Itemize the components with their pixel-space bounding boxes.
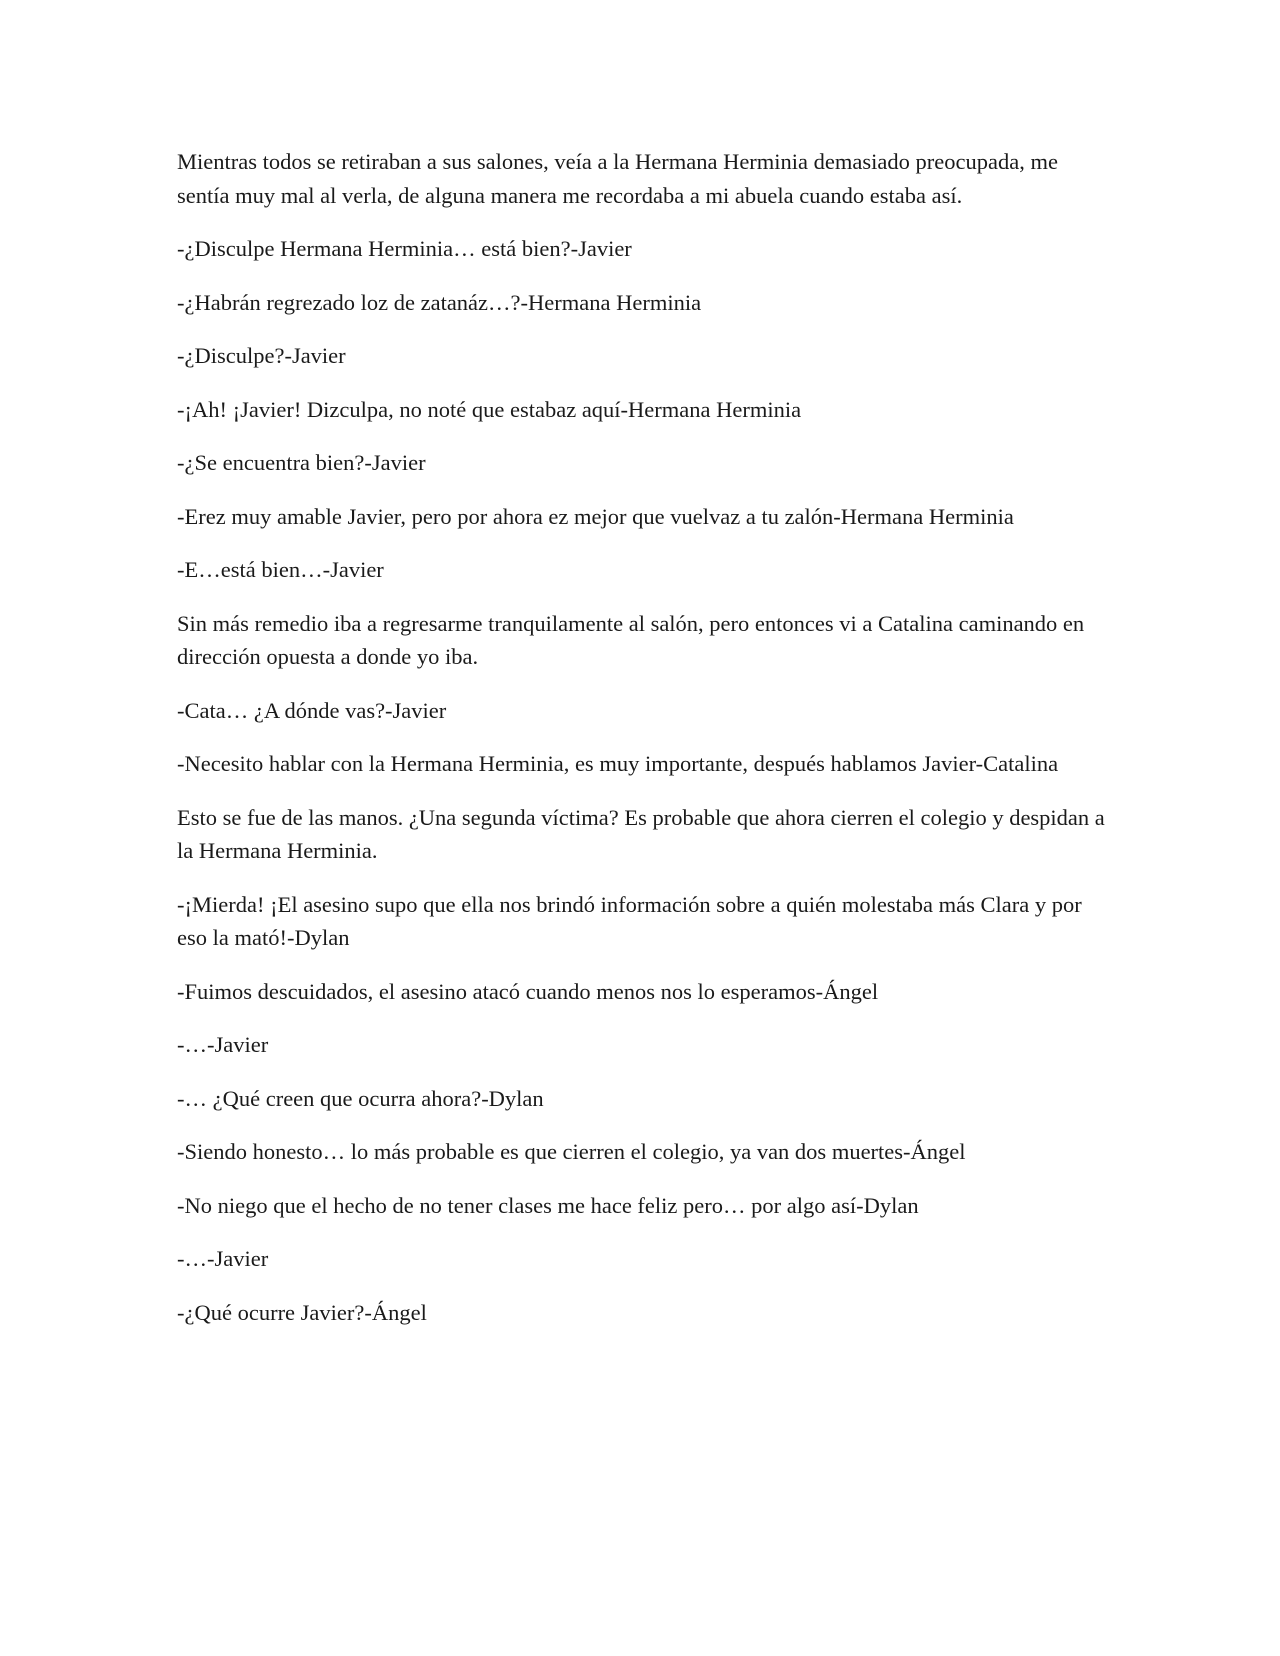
paragraph-dialogue-javier-4: -E…está bien…-Javier xyxy=(177,557,384,582)
paragraph-narration-2: Sin más remedio iba a regresarme tranquilamente al salón, pero entonces vi a Catalina caminando en dirección opuesta a donde yo iba. xyxy=(177,610,1085,669)
paragraph-dialogue-dylan-3: -No niego que el hecho de no tener clases me hace feliz pero… por algo así-Dylan xyxy=(177,1192,919,1218)
paragraph-dialogue-angel-3: -¿Qué ocurre Javier?-Ángel xyxy=(177,1299,427,1325)
paragraph-dialogue-javier-3: -¿Se encuentra bien?-Javier xyxy=(177,450,426,475)
paragraph-dialogue-dylan-2: -… ¿Qué creen que ocurra ahora?-Dylan xyxy=(177,1085,544,1111)
paragraph-dialogue-angel-2: -Siendo honesto… lo más probable es que cierren el colegio, ya van dos muertes-Ángel xyxy=(177,1139,966,1164)
paragraph-dialogue-herminia-2: -¡Ah! ¡Javier! Dizculpa, no noté que estabaz aquí-Hermana Herminia xyxy=(177,396,802,422)
paragraph-dialogue-herminia-3: -Erez muy amable Javier, pero por ahora ez mejor que vuelvaz a tu zalón-Hermana Herminia xyxy=(177,503,1014,529)
document-body xyxy=(177,145,1107,1349)
paragraph-dialogue-javier-6: -…-Javier xyxy=(177,1032,269,1057)
paragraph-dialogue-javier-5: -Cata… ¿A dónde vas?-Javier xyxy=(177,697,447,723)
paragraph-narration-1: Mientras todos se retiraban a sus salones, veía a la Hermana Herminia demasiado preocupada, me sentía muy mal al verla, de alguna manera me recordaba a mi abuela cuando estaba así. xyxy=(177,149,1058,208)
paragraph-dialogue-dylan-1: -¡Mierda! ¡El asesino supo que ella nos brindó información sobre a quién molestaba más Clara y por eso la mató!-Dylan xyxy=(177,891,1082,950)
paragraph-dialogue-javier-2: -¿Disculpe?-Javier xyxy=(177,343,346,368)
paragraph-dialogue-herminia-1: -¿Habrán regrezado loz de zatanáz…?-Hermana Herminia xyxy=(177,289,702,315)
paragraph-dialogue-angel-1: -Fuimos descuidados, el asesino atacó cuando menos nos lo esperamos-Ángel xyxy=(177,978,879,1004)
paragraph-dialogue-catalina-1: -Necesito hablar con la Hermana Herminia, es muy importante, después hablamos Javier-Catalina xyxy=(177,751,1059,776)
paragraph-dialogue-javier-1: -¿Disculpe Hermana Herminia… está bien?-Javier xyxy=(177,236,632,261)
paragraph-narration-3: Esto se fue de las manos. ¿Una segunda víctima? Es probable que ahora cierren el colegio y despidan a la Hermana Herminia. xyxy=(177,804,1105,863)
paragraph-dialogue-javier-7: -…-Javier xyxy=(177,1246,269,1271)
